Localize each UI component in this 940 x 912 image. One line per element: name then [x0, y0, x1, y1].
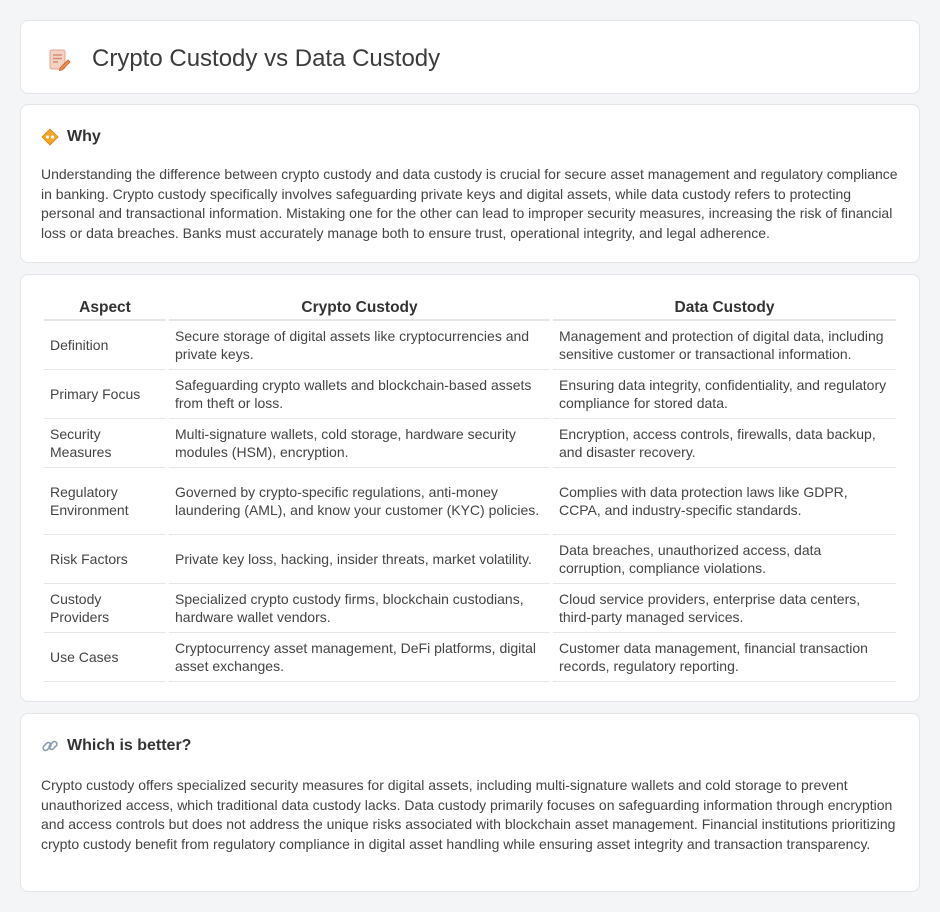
crypto-cell: Multi-signature wallets, cold storage, hardware security modules (HSM), encryption. — [169, 419, 550, 468]
data-cell: Complies with data protection laws like GDPR, CCPA, and industry-specific standards. — [553, 468, 896, 535]
better-heading: Which is better? — [67, 737, 192, 754]
aspect-cell: Risk Factors — [44, 535, 166, 584]
data-cell: Customer data management, financial transaction records, regulatory reporting. — [553, 633, 896, 682]
aspect-cell: Security Measures — [44, 419, 166, 468]
why-heading-row — [41, 127, 101, 147]
table-row — [44, 419, 896, 468]
table-header-row — [44, 295, 896, 321]
which-is-better-section — [20, 713, 920, 892]
table-row — [44, 633, 896, 682]
aspect-cell: Use Cases — [44, 633, 166, 682]
crypto-cell: Cryptocurrency asset management, DeFi platforms, digital asset exchanges. — [169, 633, 550, 682]
aspect-cell: Regulatory Environment — [44, 468, 166, 535]
crypto-cell: Governed by crypto-specific regulations, anti-money laundering (AML), and know your customer (KYC) policies. — [169, 468, 550, 535]
data-cell: Encryption, access controls, firewalls, data backup, and disaster recovery. — [553, 419, 896, 468]
document-pen-icon — [46, 47, 72, 73]
crypto-cell: Secure storage of digital assets like cryptocurrencies and private keys. — [169, 321, 550, 370]
aspect-cell: Custody Providers — [44, 584, 166, 633]
table-row — [44, 535, 896, 584]
better-body: Crypto custody offers specialized security measures for digital assets, including multi-signature wallets and cold storage to prevent unauthorized access, which traditional data custody lacks. Data custody primarily focuses on safeguarding information through encryption and access controls but does not address the unique risks associated with blockchain asset management. Financial institutions prioritizing crypto custody benefit from regulatory compliance in digital asset handling while ensuring asset integrity and transaction transparency. — [41, 777, 896, 852]
header-data-custody: Data Custody — [553, 295, 896, 321]
data-cell: Management and protection of digital data, including sensitive customer or transactional information. — [553, 321, 896, 370]
page-title: Crypto Custody vs Data Custody — [92, 45, 441, 72]
data-cell: Cloud service providers, enterprise data centers, third-party managed services. — [553, 584, 896, 633]
crypto-cell: Specialized crypto custody firms, blockchain custodians, hardware wallet vendors. — [169, 584, 550, 633]
why-section — [20, 104, 920, 263]
crypto-cell: Safeguarding crypto wallets and blockchain-based assets from theft or loss. — [169, 370, 550, 419]
table-row — [44, 468, 896, 535]
why-heading: Why — [67, 128, 101, 145]
data-cell: Ensuring data integrity, confidentiality, and regulatory compliance for stored data. — [553, 370, 896, 419]
link-icon — [41, 737, 59, 755]
crypto-cell: Private key loss, hacking, insider threats, market volatility. — [169, 535, 550, 584]
title-card — [20, 20, 920, 94]
table-row — [44, 321, 896, 370]
aspect-cell: Definition — [44, 321, 166, 370]
better-heading-row — [41, 736, 191, 756]
comparison-card — [20, 274, 920, 702]
data-cell: Data breaches, unauthorized access, data corruption, compliance violations. — [553, 535, 896, 584]
header-aspect: Aspect — [44, 295, 166, 321]
aspect-cell: Primary Focus — [44, 370, 166, 419]
table-row — [44, 370, 896, 419]
comparison-table — [41, 295, 899, 682]
why-body: Understanding the difference between crypto custody and data custody is crucial for secure asset management and regulatory compliance in banking. Crypto custody specifically involves safeguarding private keys and digital assets, while data custody refers to protecting personal and transactional information. Mistaking one for the other can lead to improper security measures, increasing the risk of financial loss or data breaches. Banks must accurately manage both to ensure trust, operational integrity, and legal adherence. — [41, 166, 898, 241]
diamond-sign-icon — [41, 128, 59, 146]
table-row — [44, 584, 896, 633]
header-crypto-custody: Crypto Custody — [169, 295, 550, 321]
